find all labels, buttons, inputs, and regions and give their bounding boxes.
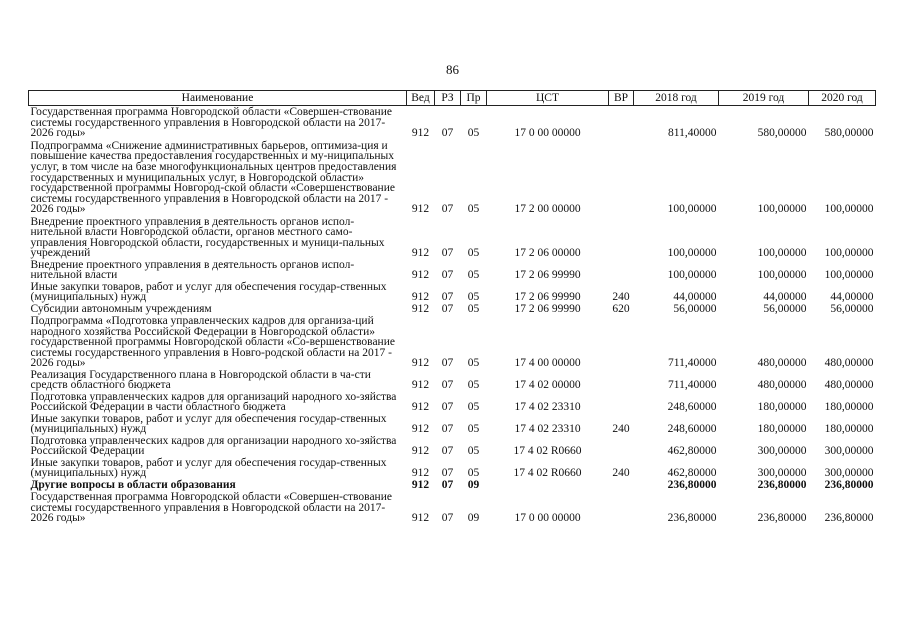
row-2020: 236,80000 xyxy=(824,479,874,492)
row-name: Иные закупки товаров, работ и услуг для обеспечения государ-ственных (муниципальных) нужд xyxy=(30,280,387,304)
row-rz: 07 xyxy=(441,127,454,140)
row-2020: 236,80000 xyxy=(824,512,874,525)
row-pr: 05 xyxy=(467,291,480,304)
row-cst: 17 2 06 99990 xyxy=(514,291,581,304)
row-pr: 05 xyxy=(467,269,480,282)
row-2018: 100,00000 xyxy=(667,247,717,260)
row-cst: 17 2 06 00000 xyxy=(514,247,581,260)
row-2018: 711,40000 xyxy=(668,379,717,392)
row-ved: 912 xyxy=(411,303,430,316)
row-cst: 17 4 00 00000 xyxy=(514,357,581,370)
row-cst xyxy=(487,479,609,491)
row-vr: 240 xyxy=(612,467,630,480)
table-row xyxy=(29,491,876,524)
row-ved: 912 xyxy=(411,401,430,414)
row-2020: 180,00000 xyxy=(824,423,874,436)
row-ved: 912 xyxy=(411,203,430,216)
row-2018: 236,80000 xyxy=(667,479,717,492)
header-ved: Вед xyxy=(407,91,435,106)
row-2020: 480,00000 xyxy=(824,379,874,392)
row-pr: 05 xyxy=(467,423,480,436)
row-pr: 05 xyxy=(467,127,480,140)
row-2020: 480,00000 xyxy=(824,357,874,370)
row-vr xyxy=(609,391,634,413)
row-rz: 07 xyxy=(441,357,454,370)
row-name: Подготовка управленческих кадров для организаций народного хо-зяйства Российской Федерации в части областного бюджета xyxy=(30,390,397,414)
row-2018: 100,00000 xyxy=(667,269,717,282)
header-2019: 2019 год xyxy=(719,91,809,106)
row-2019: 580,00000 xyxy=(757,127,807,140)
budget-table xyxy=(28,90,876,524)
row-rz: 07 xyxy=(441,291,454,304)
row-pr: 05 xyxy=(467,203,480,216)
table-row xyxy=(29,479,876,491)
row-cst: 17 0 00 00000 xyxy=(514,127,581,140)
row-name: Подготовка управленческих кадров для организации народного хо-зяйства Российской Федерации xyxy=(30,434,397,458)
row-ved: 912 xyxy=(411,357,430,370)
row-vr xyxy=(609,259,634,281)
row-2018: 56,00000 xyxy=(673,303,717,316)
row-name: Внедрение проектного управления в деятельность органов испол-нительной власти Новгородской области, органов местного само-управления Новгородской области, государственных и муници-пальных учреждений xyxy=(30,215,385,260)
row-vr xyxy=(609,369,634,391)
row-ved: 912 xyxy=(411,127,430,140)
row-2020: 56,00000 xyxy=(830,303,874,316)
row-2020: 100,00000 xyxy=(824,247,874,260)
row-2018: 462,80000 xyxy=(667,445,717,458)
table-row xyxy=(29,281,876,303)
row-vr: 240 xyxy=(612,291,630,304)
row-ved: 912 xyxy=(411,423,430,436)
row-pr: 05 xyxy=(467,247,480,260)
row-name: Государственная программа Новгородской области «Совершен-ствование системы государственного управления в Новгородской области на 2017-2026 годы» xyxy=(30,106,392,140)
row-name: Государственная программа Новгородской области «Совершен-ствование системы государственного управления в Новгородской области на 2017-2026 годы» xyxy=(30,491,392,525)
row-cst: 17 0 00 00000 xyxy=(514,512,581,525)
row-2020: 580,00000 xyxy=(824,127,874,140)
row-cst: 17 4 02 R0660 xyxy=(513,467,582,480)
row-name: Подпрограмма «Подготовка управленческих кадров для организа-ций народного хозяйства Российской Федерации в Новгородской области» государственной программы Новгородской области «Со-вершенствование системы государственного управления в Новго-родской области на 2017 - 2026 годы» xyxy=(30,315,395,370)
row-2018: 811,40000 xyxy=(668,127,717,140)
row-2019: 56,00000 xyxy=(763,303,807,316)
header-2018: 2018 год xyxy=(634,91,719,106)
row-ved: 912 xyxy=(411,467,430,480)
table-row xyxy=(29,369,876,391)
header-rz: РЗ xyxy=(435,91,461,106)
row-2018: 711,40000 xyxy=(668,357,717,370)
table-row xyxy=(29,215,876,259)
row-2020: 300,00000 xyxy=(824,467,874,480)
row-ved: 912 xyxy=(411,291,430,304)
row-name: Иные закупки товаров, работ и услуг для обеспечения государ-ственных (муниципальных) нужд xyxy=(30,456,387,480)
table-header-row xyxy=(29,91,876,106)
header-pr: Пр xyxy=(461,91,487,106)
row-name: Другие вопросы в области образования xyxy=(30,479,236,492)
row-2019: 100,00000 xyxy=(757,269,807,282)
row-rz: 07 xyxy=(441,401,454,414)
row-pr: 05 xyxy=(467,379,480,392)
row-2018: 100,00000 xyxy=(667,203,717,216)
row-pr: 05 xyxy=(467,357,480,370)
row-2019: 480,00000 xyxy=(757,357,807,370)
row-vr xyxy=(609,491,634,524)
row-name: Реализация Государственного плана в Новгородской области в ча-сти средств областного бюджета xyxy=(30,368,371,392)
table-row xyxy=(29,391,876,413)
row-ved: 912 xyxy=(411,269,430,282)
row-2019: 300,00000 xyxy=(757,445,807,458)
row-ved: 912 xyxy=(411,479,430,492)
table-row xyxy=(29,457,876,479)
table-row xyxy=(29,259,876,281)
row-rz: 07 xyxy=(441,512,454,525)
row-rz: 07 xyxy=(441,269,454,282)
row-rz: 07 xyxy=(441,303,454,316)
row-2020: 100,00000 xyxy=(824,203,874,216)
row-pr: 05 xyxy=(467,303,480,316)
row-ved: 912 xyxy=(411,445,430,458)
table-row xyxy=(29,139,876,215)
row-2019: 480,00000 xyxy=(757,379,807,392)
header-2020: 2020 год xyxy=(809,91,876,106)
row-rz: 07 xyxy=(441,379,454,392)
row-rz: 07 xyxy=(441,467,454,480)
row-rz: 07 xyxy=(441,479,454,492)
row-2018: 248,60000 xyxy=(667,423,717,436)
table-row xyxy=(29,413,876,435)
row-rz: 07 xyxy=(441,423,454,436)
row-cst: 17 2 06 99990 xyxy=(514,269,581,282)
table-row xyxy=(29,106,876,140)
row-2018: 236,80000 xyxy=(667,512,717,525)
row-pr: 05 xyxy=(467,401,480,414)
row-cst: 17 4 02 23310 xyxy=(514,423,581,436)
row-2019: 236,80000 xyxy=(757,512,807,525)
header-cst: ЦСТ xyxy=(487,91,609,106)
row-pr: 09 xyxy=(467,512,480,525)
row-2019: 180,00000 xyxy=(757,401,807,414)
row-pr: 05 xyxy=(467,445,480,458)
row-name: Внедрение проектного управления в деятельность органов испол-нительной власти xyxy=(30,258,355,282)
row-2020: 300,00000 xyxy=(824,445,874,458)
row-rz: 07 xyxy=(441,203,454,216)
header-vr: ВР xyxy=(609,91,634,106)
page-number: 86 xyxy=(446,62,459,77)
row-2019: 236,80000 xyxy=(757,479,807,492)
header-name: Наименование xyxy=(29,91,407,106)
row-vr: 240 xyxy=(612,423,630,436)
row-cst: 17 2 00 00000 xyxy=(514,203,581,216)
row-vr xyxy=(609,215,634,259)
row-vr xyxy=(609,139,634,215)
row-pr: 09 xyxy=(467,479,480,492)
row-2019: 100,00000 xyxy=(757,247,807,260)
row-vr xyxy=(609,479,634,491)
row-2019: 100,00000 xyxy=(757,203,807,216)
row-pr: 05 xyxy=(467,467,480,480)
row-vr: 620 xyxy=(612,303,630,316)
row-2020: 100,00000 xyxy=(824,269,874,282)
row-2018: 248,60000 xyxy=(667,401,717,414)
row-cst: 17 2 06 99990 xyxy=(514,303,581,316)
row-2019: 44,00000 xyxy=(763,291,807,304)
row-ved: 912 xyxy=(411,512,430,525)
row-rz: 07 xyxy=(441,247,454,260)
row-name: Субсидии автономным учреждениям xyxy=(30,303,212,316)
row-name: Подпрограмма «Снижение административных барьеров, оптимиза-ция и повышение качества предоставления государственных и му-ниципальных услуг, в том числе на базе многофункциональных центров предоставления государственных и муниципальных услуг, в Новгородской области» государственной программы Новгород-ской области «Совершенствование системы государственного управления в Новгородской области на 2017 - 2026 годы» xyxy=(30,139,397,216)
row-ved: 912 xyxy=(411,247,430,260)
row-cst: 17 4 02 00000 xyxy=(514,379,581,392)
table-row xyxy=(29,315,876,369)
row-ved: 912 xyxy=(411,379,430,392)
table-row xyxy=(29,435,876,457)
row-2018: 44,00000 xyxy=(673,291,717,304)
table-row xyxy=(29,303,876,315)
row-2020: 180,00000 xyxy=(824,401,874,414)
row-2018: 462,80000 xyxy=(667,467,717,480)
row-rz: 07 xyxy=(441,445,454,458)
row-cst: 17 4 02 23310 xyxy=(514,401,581,414)
row-vr xyxy=(609,315,634,369)
row-2019: 300,00000 xyxy=(757,467,807,480)
row-vr xyxy=(609,106,634,140)
row-2019: 180,00000 xyxy=(757,423,807,436)
row-name: Иные закупки товаров, работ и услуг для обеспечения государ-ственных (муниципальных) нужд xyxy=(30,412,387,436)
row-vr xyxy=(609,435,634,457)
row-cst: 17 4 02 R0660 xyxy=(513,445,582,458)
row-2020: 44,00000 xyxy=(830,291,874,304)
